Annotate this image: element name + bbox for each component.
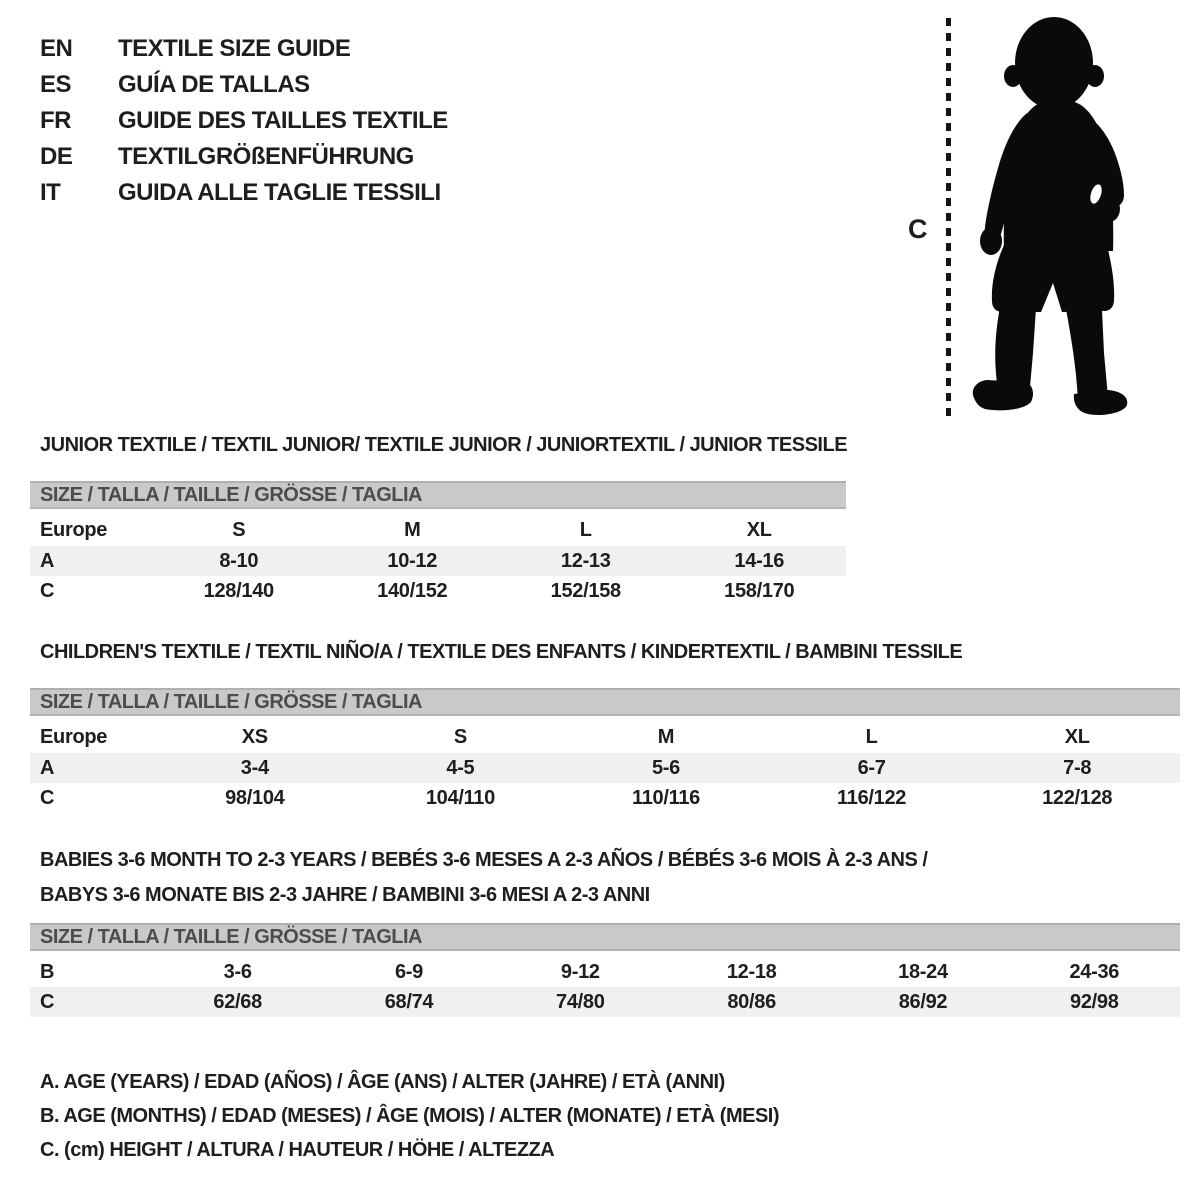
lang-code: ES (40, 71, 72, 98)
table-cell: 7-8 (1063, 757, 1092, 779)
babies-size-table (30, 923, 1180, 1017)
legend-line-c: C. (cm) HEIGHT / ALTURA / HAUTEUR / HÖHE / ALTEZZA (40, 1139, 555, 1161)
table-cell: 116/122 (837, 787, 907, 809)
lang-label: GUIDE DES TAILLES TEXTILE (118, 107, 448, 134)
table-cell: 10-12 (387, 550, 438, 572)
baby-hand-left (980, 227, 1002, 255)
lang-row-de (40, 139, 448, 175)
lang-code: IT (40, 179, 61, 206)
children-header-row (30, 721, 1180, 753)
language-title-list (40, 31, 448, 211)
table-cell: 6-9 (394, 961, 423, 983)
region-label: Europe (40, 519, 108, 541)
lang-row-it (40, 175, 448, 211)
baby-shorts (992, 245, 1114, 312)
column-header: S (232, 519, 246, 541)
table-row-a (30, 753, 1180, 783)
column-header: XL (746, 519, 772, 541)
measure-legend (40, 1070, 779, 1172)
table-cell: 74/80 (556, 991, 605, 1013)
column-header: M (404, 519, 421, 541)
lang-label: GUÍA DE TALLAS (118, 71, 310, 98)
row-label: C (40, 787, 55, 809)
lang-row-es (40, 67, 448, 103)
table-cell: 3-4 (240, 757, 269, 779)
table-cell: 3-6 (223, 961, 252, 983)
row-label: B (40, 961, 55, 983)
table-cell: 12-13 (560, 550, 611, 572)
lang-row-fr (40, 103, 448, 139)
table-cell: 68/74 (384, 991, 434, 1013)
row-label: A (40, 550, 55, 572)
children-size-table (30, 688, 1180, 813)
babies-title-line-2: BABYS 3-6 MONATE BIS 2-3 JAHRE / BAMBINI 3-6 MESI A 2-3 ANNI (40, 884, 650, 906)
baby-hand-right (1098, 196, 1120, 222)
column-header: L (865, 726, 878, 748)
column-header: XL (1064, 726, 1090, 748)
column-header: S (453, 726, 467, 748)
size-header-bar: SIZE / TALLA / TAILLE / GRÖSSE / TAGLIA (30, 481, 846, 509)
junior-header-row (30, 514, 846, 546)
column-header: M (657, 726, 675, 748)
row-label: A (40, 757, 55, 779)
babies-title-line-1: BABIES 3-6 MONTH TO 2-3 YEARS / BEBÉS 3-6 MESES A 2-3 AÑOS / BÉBÉS 3-6 MOIS À 2-3 ANS / (40, 849, 928, 871)
table-cell: 5-6 (651, 757, 680, 779)
table-cell: 86/92 (898, 991, 948, 1013)
table-cell: 14-16 (734, 550, 785, 572)
lang-label: TEXTILGRÖßENFÜHRUNG (118, 143, 414, 170)
row-label: C (40, 580, 55, 602)
baby-silhouette (963, 13, 1140, 420)
lang-code: EN (40, 35, 73, 62)
table-row-b (30, 957, 1180, 987)
row-label: C (40, 991, 55, 1013)
lang-code: FR (40, 107, 71, 134)
table-cell: 18-24 (898, 961, 948, 983)
baby-head (1015, 17, 1093, 109)
size-header-bar: SIZE / TALLA / TAILLE / GRÖSSE / TAGLIA (30, 688, 1180, 716)
table-cell: 8-10 (219, 550, 259, 572)
legend-line-a: A. AGE (YEARS) / EDAD (AÑOS) / ÂGE (ANS) / ALTER (JAHRE) / ETÀ (ANNI) (40, 1071, 725, 1093)
legend-line-b: B. AGE (MONTHS) / EDAD (MESES) / ÂGE (MOIS) / ALTER (MONATE) / ETÀ (MESI) (40, 1105, 780, 1127)
table-row-c (30, 576, 846, 606)
lang-code: DE (40, 143, 73, 170)
table-cell: 12-18 (726, 961, 777, 983)
children-section-title: CHILDREN'S TEXTILE / TEXTIL NIÑO/A / TEXTILE DES ENFANTS / KINDERTEXTIL / BAMBINI TESSILE (40, 641, 963, 663)
table-cell: 98/104 (225, 787, 285, 809)
table-row-c (30, 987, 1180, 1017)
table-cell: 62/68 (213, 991, 262, 1013)
column-header: XS (241, 726, 268, 748)
lang-label: TEXTILE SIZE GUIDE (118, 35, 351, 62)
table-cell: 104/110 (425, 787, 495, 809)
column-header: L (579, 519, 592, 541)
table-cell: 9-12 (560, 961, 600, 983)
table-cell: 24-36 (1069, 961, 1120, 983)
table-cell: 80/86 (727, 991, 776, 1013)
size-header-bar: SIZE / TALLA / TAILLE / GRÖSSE / TAGLIA (30, 923, 1180, 951)
baby-foot-right (1074, 390, 1127, 415)
table-cell: 122/128 (1042, 787, 1113, 809)
table-cell: 152/158 (550, 580, 621, 602)
table-cell: 110/116 (631, 787, 700, 809)
table-row-c (30, 783, 1180, 813)
lang-label: GUIDA ALLE TAGLIE TESSILI (118, 179, 441, 206)
table-cell: 4-5 (446, 757, 475, 779)
lang-row-en (40, 31, 448, 67)
table-cell: 128/140 (203, 580, 274, 602)
table-cell: 6-7 (857, 757, 886, 779)
height-measure-dashed-line (946, 18, 951, 416)
table-cell: 158/170 (724, 580, 795, 602)
baby-foot-left (973, 380, 1033, 410)
baby-leg-right (1066, 309, 1108, 399)
babies-section-title (40, 843, 927, 913)
table-cell: 140/152 (377, 580, 448, 602)
junior-section-title: JUNIOR TEXTILE / TEXTIL JUNIOR/ TEXTILE JUNIOR / JUNIORTEXTIL / JUNIOR TESSILE (40, 434, 848, 456)
region-label: Europe (40, 726, 108, 748)
junior-size-table (30, 481, 846, 606)
table-row-a (30, 546, 846, 576)
height-measure-label: C (908, 214, 928, 244)
table-cell: 92/98 (1070, 991, 1119, 1013)
